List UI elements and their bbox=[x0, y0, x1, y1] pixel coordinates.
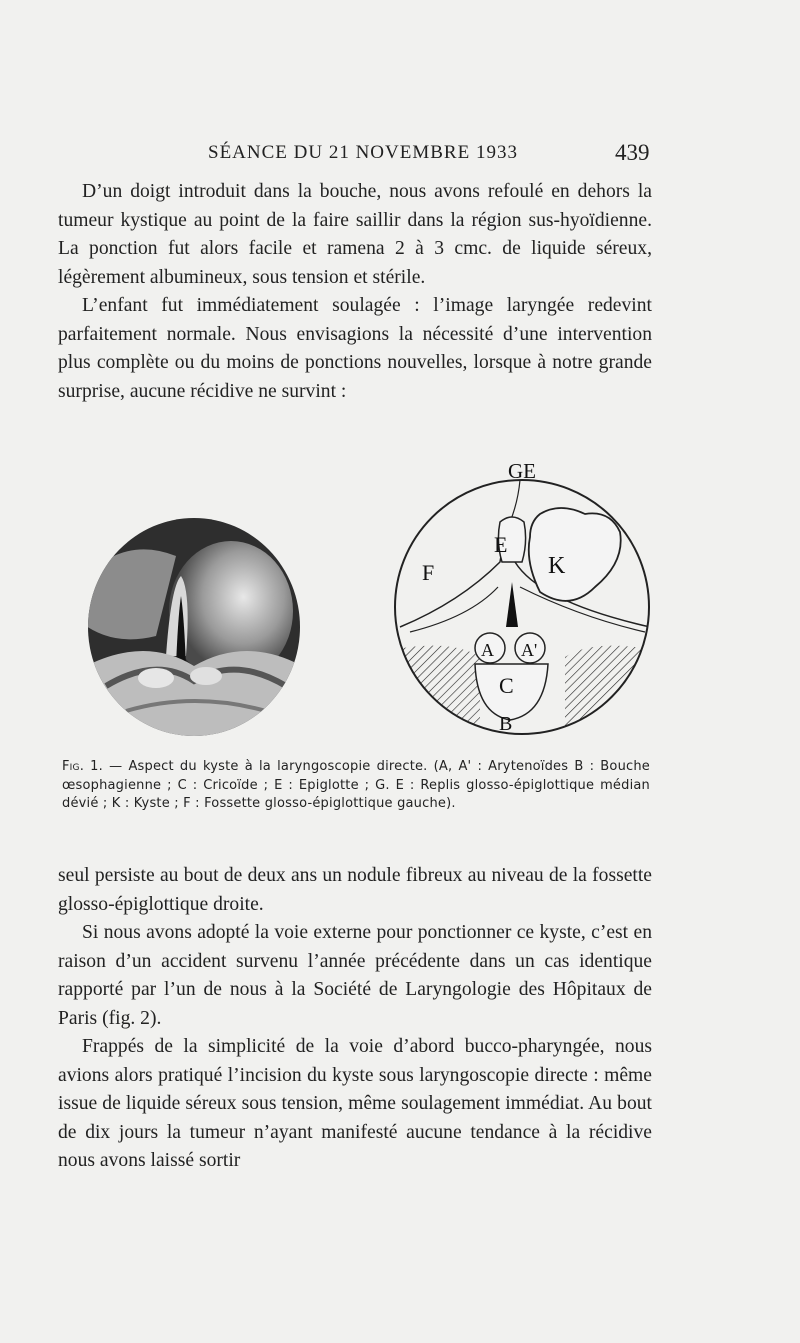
kyste-shape bbox=[529, 508, 621, 601]
paragraph: seul persiste au bout de deux ans un nodule fibreux au niveau de la fossette glosso-épiglottique droite. bbox=[58, 865, 652, 915]
larynx-diagram bbox=[380, 452, 665, 737]
caption-prefix: Fig. 1. bbox=[62, 759, 103, 774]
label-f: F bbox=[422, 560, 435, 585]
running-title: SÉANCE DU 21 NOVEMBRE 1933 bbox=[208, 142, 518, 163]
label-a: A bbox=[481, 640, 494, 660]
label-e: E bbox=[494, 532, 508, 557]
laryngoscopy-photo bbox=[86, 516, 302, 738]
page-number: 439 bbox=[615, 140, 650, 165]
label-k: K bbox=[548, 553, 566, 579]
paragraph: D’un doigt introduit dans la bouche, nous avons refoulé en dehors la tumeur kystique au point de la faire saillir dans la région sus-hyoïdienne. La ponction fut alors facile et ramena 2 à 3 cmc. de liquide séreux, légèrement albumineux, sous tension et stérile. bbox=[58, 181, 652, 288]
figure-caption bbox=[62, 758, 650, 814]
caption-text: — Aspect du kyste à la laryngoscopie directe. (A, A' : Arytenoïdes B : Bouche œsophagienne ; C : Cricoïde ; E : Epiglotte ; G. E : Replis glosso-épiglottique médian dévié ; K : Kyste ; F : Fossette glosso-épiglottique gauche). bbox=[62, 759, 651, 811]
paragraph: Frappés de la simplicité de la voie d’abord bucco-pharyngée, nous avions alors pratiqué l’incision du kyste sous laryngoscopie directe : même issue de liquide séreux sous tension, même soulagement immédiat. Au bout de dix jours la tumeur n’ayant manifesté aucune tendance à la récidive nous avons laissé sortir bbox=[58, 1036, 652, 1171]
hatched-right bbox=[565, 646, 665, 737]
label-ge: GE bbox=[508, 459, 536, 483]
paragraph: Si nous avons adopté la voie externe pour ponctionner ce kyste, c’est en raison d’un accident survenu l’année précédente dans un cas identique rapporté par l’un de nous à la Société de Laryngologie des Hôpitaux de Paris (fig. 2). bbox=[58, 922, 652, 1029]
ge-fold-line bbox=[510, 480, 520, 522]
hatched-left bbox=[380, 646, 480, 737]
paragraph: L’enfant fut immédiatement soulagée : l’image laryngée redevint parfaitement normale. Nous envisagions la nécessité d’une intervention plus complète ou du moins de ponctions nouvelles, lorsque à notre grande surprise, aucune récidive ne survint : bbox=[58, 295, 652, 402]
body-text-bottom bbox=[58, 862, 652, 1176]
label-b: B bbox=[499, 713, 513, 735]
label-a-prime: A' bbox=[521, 640, 538, 660]
fold-line-left bbox=[410, 587, 498, 632]
body-text-top bbox=[58, 178, 652, 406]
label-c: C bbox=[499, 673, 514, 698]
glottis-shape bbox=[506, 582, 518, 627]
running-header bbox=[0, 140, 800, 170]
